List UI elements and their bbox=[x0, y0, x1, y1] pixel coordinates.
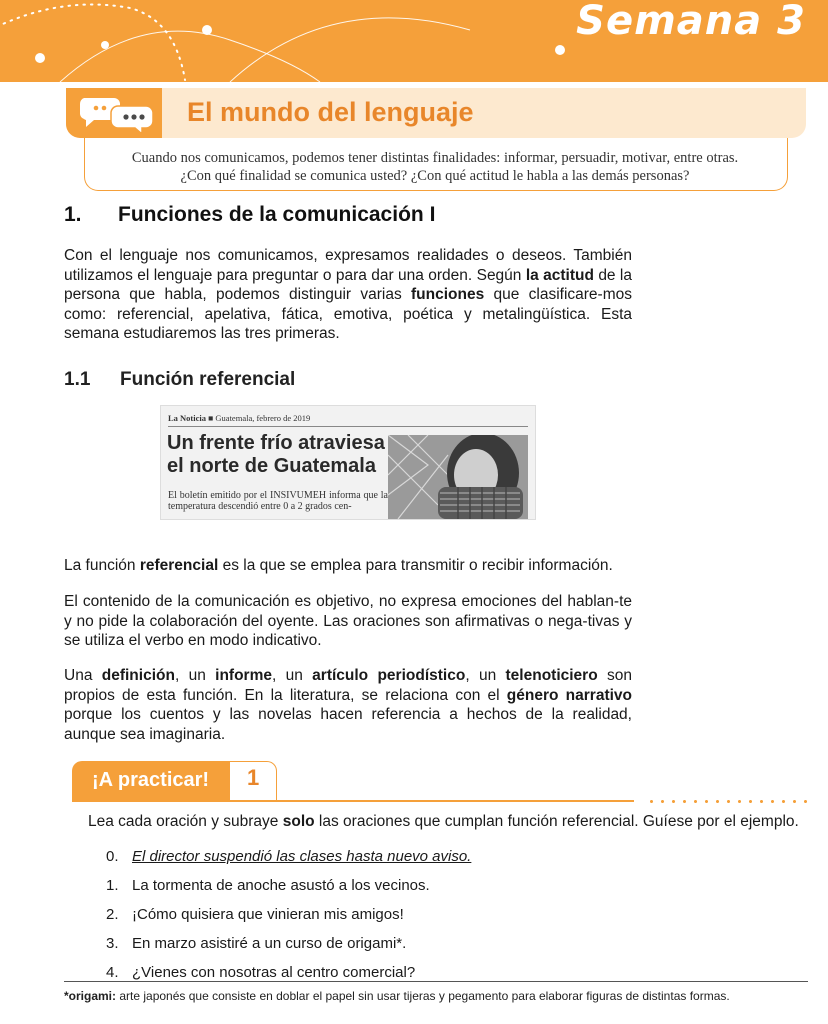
exercise-item-2[interactable] bbox=[106, 905, 471, 934]
item-number: 2. bbox=[106, 906, 119, 923]
paragraph-4-text-a: Una bbox=[64, 667, 102, 684]
news-headline: Un frente frío atraviesa el norte de Guatemala bbox=[167, 432, 385, 477]
paragraph-1-bold-funciones: funciones bbox=[411, 286, 485, 303]
instructions-text-a: Lea cada oración y subraye bbox=[88, 813, 283, 830]
practice-number: 1 bbox=[247, 765, 260, 790]
item-text: ¿Vienes con nosotras al centro comercial? bbox=[132, 964, 416, 981]
item-text: En marzo asistiré a un curso de origami*. bbox=[132, 935, 407, 952]
paragraph-4-text-i: son propios de esta función. En la literatura, se relaciona con el bbox=[64, 667, 632, 704]
heading-2 bbox=[64, 369, 295, 391]
paragraph-2 bbox=[64, 556, 632, 576]
item-number: 1. bbox=[106, 877, 119, 894]
item-text: ¡Cómo quisiera que vinieran mis amigos! bbox=[132, 906, 404, 923]
paragraph-1 bbox=[64, 246, 632, 344]
intro-line-1: Cuando nos comunicamos, podemos tener distintas finalidades: informar, persuadir, motivar, entre otras. bbox=[131, 150, 739, 166]
instructions-text-c: las oraciones que cumplan función referencial. Guíese por el ejemplo. bbox=[314, 813, 799, 830]
paragraph-1-text-a: Con el lenguaje nos comunicamos, expresamos realidades o deseos. También utilizamos el lenguaje para preguntar o para dar una orden. Según bbox=[64, 247, 632, 284]
paragraph-4-bold-genero: género narrativo bbox=[506, 686, 632, 704]
footnote bbox=[64, 989, 730, 1003]
paragraph-2-bold-referencial: referencial bbox=[139, 557, 219, 574]
exercise-item-4[interactable] bbox=[106, 963, 471, 992]
news-paper-name: La Noticia bbox=[168, 413, 207, 423]
heading-2-number: 1.1 bbox=[64, 369, 91, 390]
week-label: Semana 3 bbox=[576, 0, 806, 44]
footnote-divider bbox=[64, 981, 808, 982]
chat-bubbles-icon bbox=[78, 92, 158, 132]
paragraph-1-bold-actitud: la actitud bbox=[525, 266, 594, 284]
news-dateline: Guatemala, febrero de 2019 bbox=[215, 413, 311, 423]
header-band bbox=[0, 0, 828, 82]
practice-divider bbox=[72, 800, 634, 802]
item-text-example: El director suspendió las clases hasta nuevo aviso. bbox=[132, 848, 472, 865]
intro-text bbox=[84, 149, 786, 185]
exercise-item-3[interactable] bbox=[106, 934, 471, 963]
paragraph-4-bold-articulo: artículo periodístico bbox=[312, 667, 466, 684]
section-title: El mundo del lenguaje bbox=[187, 97, 474, 127]
item-number: 4. bbox=[106, 964, 119, 981]
paragraph-4-text-e: , un bbox=[271, 667, 313, 684]
paragraph-4-text-g: , un bbox=[465, 667, 506, 684]
paragraph-1-text-c: de la persona que habla, podemos distinguir varias bbox=[64, 266, 633, 303]
heading-1-text: Funciones de la comunicación I bbox=[118, 203, 436, 226]
item-text: La tormenta de anoche asustó a los vecinos. bbox=[132, 877, 430, 894]
paragraph-4-text-c: , un bbox=[174, 667, 216, 684]
paragraph-4-text-k: porque los cuentos y las novelas hacen referencia a hechos de la realidad, aunque sea imaginaria. bbox=[64, 706, 632, 743]
item-number: 0. bbox=[106, 848, 119, 865]
practice-dotted-divider bbox=[646, 800, 808, 803]
paragraph-4-bold-informe: informe bbox=[215, 667, 272, 684]
paragraph-4-bold-telenoticiero: telenoticiero bbox=[505, 667, 598, 684]
news-divider bbox=[168, 426, 528, 427]
paragraph-4 bbox=[64, 666, 632, 744]
paragraph-2-text-a: La función bbox=[64, 557, 140, 574]
intro-line-2: ¿Con qué finalidad se comunica usted? ¿Con qué actitud le habla a las demás personas? bbox=[180, 168, 690, 184]
news-meta: La Noticia ■ Guatemala, febrero de 2019 bbox=[168, 413, 311, 423]
heading-2-text: Función referencial bbox=[120, 369, 296, 390]
paragraph-1-text-e: que clasificare-mos como: referencial, apelativa, fática, emotiva, poética y metalingüística. Esta semana estudiaremos las tres primeras. bbox=[64, 286, 632, 342]
heading-1-number: 1. bbox=[64, 203, 82, 226]
newspaper-clipping bbox=[160, 405, 536, 520]
practice-label: ¡A practicar! bbox=[92, 769, 210, 791]
footnote-term: *origami: bbox=[64, 989, 117, 1003]
news-photo-person-with-scarf bbox=[388, 435, 528, 519]
practice-instructions bbox=[88, 813, 799, 831]
exercise-item-1[interactable] bbox=[106, 876, 471, 905]
item-number: 3. bbox=[106, 935, 119, 952]
exercise-list bbox=[106, 847, 471, 992]
news-body: El boletín emitido por el INSIVUMEH informa que la temperatura descendió entre 0 a 2 grados cen- bbox=[168, 490, 388, 512]
paragraph-2-text-c: es la que se emplea para transmitir o recibir información. bbox=[218, 557, 613, 574]
paragraph-3: El contenido de la comunicación es objetivo, no expresa emociones del hablan-te y no pide la colaboración del oyente. Las oraciones son afirmativas o nega-tivas y se utiliza el verbo en modo indicativo. bbox=[64, 593, 632, 649]
footnote-text: arte japonés que consiste en doblar el papel sin usar tijeras y pegamento para elaborar figuras de distintas formas. bbox=[116, 989, 730, 1003]
exercise-item-0[interactable] bbox=[106, 847, 471, 876]
heading-1 bbox=[64, 203, 435, 227]
instructions-bold-solo: solo bbox=[282, 813, 315, 830]
paragraph-4-bold-definicion: definición bbox=[101, 667, 175, 684]
